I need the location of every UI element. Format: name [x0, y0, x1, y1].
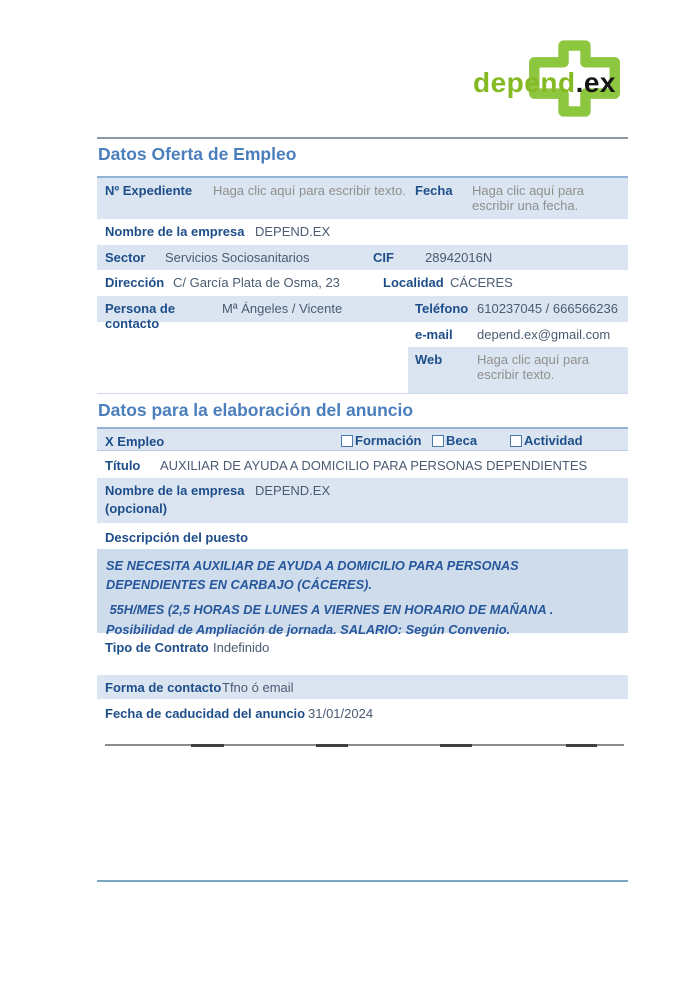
tipo-contrato-label: Tipo de Contrato: [105, 640, 209, 655]
web-input[interactable]: Haga clic aquí para escribir texto.: [477, 352, 590, 382]
cif-value: 28942016N: [425, 250, 493, 265]
forma-contacto-value: Tfno ó email: [222, 680, 294, 695]
fecha-caducidad-value: 31/01/2024: [308, 706, 374, 721]
nombre-empresa-value: DEPEND.EX: [255, 224, 331, 239]
depend-ex-logo: [440, 25, 635, 125]
row-email: [97, 322, 628, 347]
persona-contacto-label: Persona de contacto: [105, 301, 176, 331]
signature-line: [105, 744, 624, 746]
beca-label: Beca: [446, 433, 478, 448]
localidad-label: Localidad: [383, 275, 444, 290]
titulo-value: AUXILIAR DE AYUDA A DOMICILIO PARA PERSONAS DEPENDIENTES: [160, 458, 588, 473]
beca-option[interactable]: [432, 433, 477, 448]
row-sector: [97, 245, 628, 270]
email-value: depend.ex@gmail.com: [477, 327, 611, 342]
sector-label: Sector: [105, 250, 146, 265]
fecha-caducidad-label: Fecha de caducidad del anuncio: [105, 706, 306, 721]
row-web: [97, 347, 628, 394]
formacion-option[interactable]: [341, 433, 421, 448]
cif-label: CIF: [373, 250, 394, 265]
actividad-checkbox[interactable]: [510, 435, 522, 447]
row-direccion: [97, 270, 628, 296]
persona-contacto-value: Mª Ángeles / Vicente: [222, 301, 343, 316]
row-forma-contacto: [97, 675, 628, 699]
telefono-label: Teléfono: [415, 301, 469, 316]
row-expediente: [97, 176, 628, 219]
expediente-label: Nº Expediente: [105, 183, 193, 198]
section-title-datos-anuncio: Datos para la elaboración del anuncio: [98, 400, 414, 420]
row-tipo-contrato: [97, 633, 628, 660]
nombre-empresa-label: Nombre de la empresa: [105, 224, 245, 239]
beca-checkbox[interactable]: [432, 435, 444, 447]
descripcion-paragraph-2: 55H/MES (2,5 HORAS DE LUNES A VIERNES EN HORARIO DE MAÑANA . Posibilidad de Ampliación de jornada. SALARIO: Según Convenio.: [106, 602, 557, 637]
logo-text-green: depend: [473, 67, 576, 98]
fecha-label: Fecha: [415, 183, 453, 198]
forma-contacto-label: Forma de contacto: [105, 680, 222, 695]
direccion-label: Dirección: [105, 275, 165, 290]
row-fecha-caducidad: [97, 699, 628, 728]
row-persona-contacto: [97, 296, 628, 331]
formacion-checkbox[interactable]: [341, 435, 353, 447]
row-descripcion-label: [97, 523, 628, 549]
telefono-value: 610237045 / 666566236: [477, 301, 618, 316]
sector-value: Servicios Sociosanitarios: [165, 250, 310, 265]
logo-text-black: .ex: [575, 67, 616, 98]
descripcion-label: Descripción del puesto: [105, 530, 249, 545]
footer-divider-line: [97, 880, 628, 882]
form-document: [97, 137, 628, 746]
descripcion-text-block: [97, 549, 628, 637]
tipo-contrato-value: Indefinido: [213, 640, 270, 655]
empresa-opcional-label: Nombre de la empresa (opcional): [105, 483, 245, 516]
email-label: e-mail: [415, 327, 453, 342]
expediente-input[interactable]: Haga clic aquí para escribir texto.: [213, 183, 406, 198]
actividad-option[interactable]: [510, 433, 583, 448]
localidad-value: CÁCERES: [450, 275, 513, 290]
section-title-datos-oferta: Datos Oferta de Empleo: [98, 144, 297, 164]
descripcion-paragraph-1: SE NECESITA AUXILIAR DE AYUDA A DOMICILIO PARA PERSONAS DEPENDIENTES EN CARBAJO (CÁCERES).: [106, 558, 523, 593]
fecha-input[interactable]: Haga clic aquí para escribir una fecha.: [472, 183, 585, 213]
row-tipo-oferta: [97, 427, 628, 451]
table-datos-anuncio: [97, 427, 628, 728]
table-datos-oferta: [97, 176, 628, 394]
row-empresa-opcional: [97, 478, 628, 523]
direccion-value: C/ García Plata de Osma, 23: [173, 275, 340, 290]
titulo-label: Título: [105, 458, 141, 473]
empresa-opcional-value: DEPEND.EX: [255, 483, 331, 498]
formacion-label: Formación: [355, 433, 422, 448]
logo-wordmark: [473, 67, 616, 99]
actividad-label: Actividad: [524, 433, 583, 448]
row-nombre-empresa: [97, 219, 628, 245]
row-titulo: [97, 451, 628, 478]
empleo-label: X Empleo: [105, 434, 165, 449]
web-label: Web: [415, 352, 443, 367]
